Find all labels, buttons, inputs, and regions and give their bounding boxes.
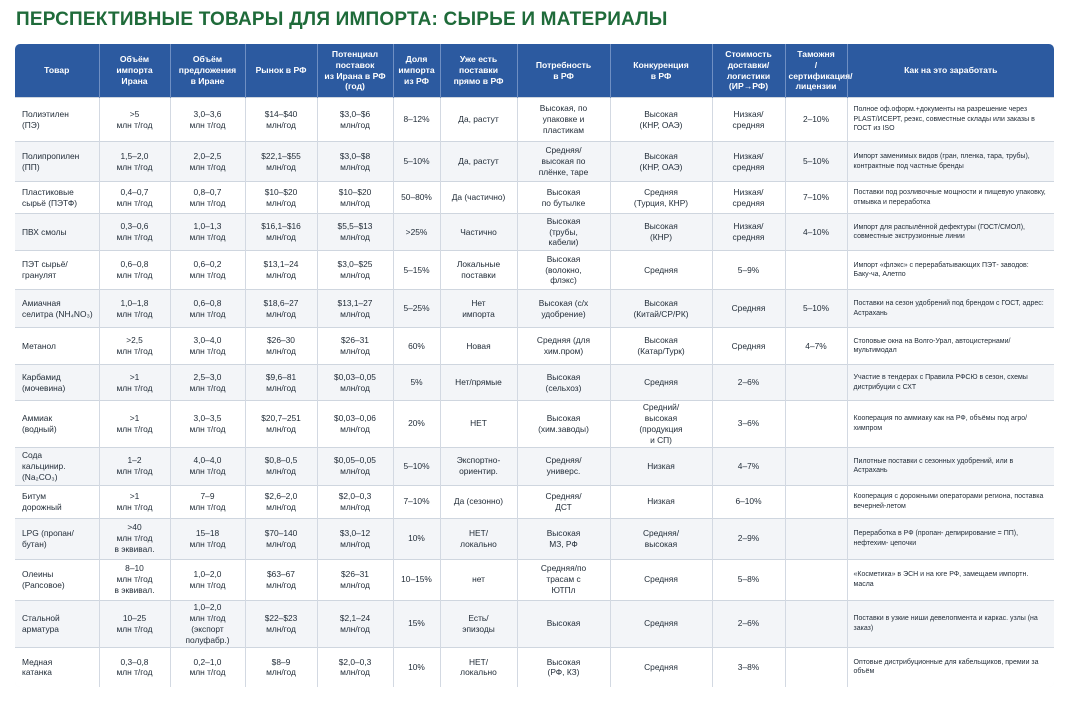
header-how-to-earn: Как на это заработать (847, 44, 1054, 98)
cell-supply-potential: $3,0–$6 млн/год (317, 98, 393, 142)
cell-iran-supply-volume: 15–18 млн т/год (170, 518, 245, 559)
cell-product: Полипропилен (ПП) (15, 142, 99, 182)
cell-how-to-earn: Импорт для распылённой дефектуры (ГОСТ/СМОЛ), совместные экструзионные линии (847, 214, 1054, 251)
cell-iran-import-volume: >40 млн т/год в эквивал. (99, 518, 170, 559)
table-row (15, 214, 1054, 251)
cell-supply-potential: $3,0–$25 млн/год (317, 251, 393, 290)
cell-logistics-cost: Низкая/ средняя (712, 214, 785, 251)
cell-iran-import-volume: 1,0–1,8 млн т/год (99, 290, 170, 328)
cell-rf-competition: Средняя (Турция, КНР) (610, 182, 712, 214)
cell-iran-supply-volume: 3,0–4,0 млн т/год (170, 328, 245, 365)
cell-import-share: 8–12% (393, 98, 440, 142)
cell-how-to-earn: Импорт «флэкс» с перерабатывающих ПЭТ- заводов: Баку-ча, Алетпо (847, 251, 1054, 290)
cell-import-share: 60% (393, 328, 440, 365)
cell-logistics-cost: Низкая/ средняя (712, 98, 785, 142)
cell-existing-supplies: Да, растут (440, 98, 517, 142)
cell-logistics-cost: Средняя (712, 328, 785, 365)
cell-customs-certification: 7–10% (785, 182, 847, 214)
header-supply-potential: Потенциал поставок из Ирана в РФ (год) (317, 44, 393, 98)
table-row (15, 447, 1054, 485)
cell-how-to-earn: Кооперация по аммиаку как на РФ, объёмы под агро/химпром (847, 401, 1054, 448)
cell-rf-competition: Низкая (610, 447, 712, 485)
cell-product: ПВХ смолы (15, 214, 99, 251)
cell-rf-market: $20,7–251 млн/год (245, 401, 317, 448)
cell-iran-supply-volume: 3,0–3,5 млн т/год (170, 401, 245, 448)
header-customs-certification: Таможня /сертификация/ лицензии (785, 44, 847, 98)
cell-logistics-cost: 5–9% (712, 251, 785, 290)
cell-rf-market: $63–67 млн/год (245, 559, 317, 600)
cell-iran-supply-volume: 7–9 млн т/год (170, 485, 245, 518)
cell-rf-competition: Средний/ высокая (продукция и СП) (610, 401, 712, 448)
header-rf-market: Рынок в РФ (245, 44, 317, 98)
cell-customs-certification (785, 447, 847, 485)
header-logistics-cost: Стоимость доставки/ логистики (ИР→РФ) (712, 44, 785, 98)
cell-existing-supplies: нет (440, 559, 517, 600)
import-goods-table-container (15, 44, 1054, 687)
import-goods-table (15, 44, 1054, 687)
cell-rf-demand: Высокая по бутылке (517, 182, 610, 214)
header-iran-import-volume: Объём импорта Ирана (99, 44, 170, 98)
table-row (15, 401, 1054, 448)
cell-rf-demand: Высокая, по упаковке и пластикам (517, 98, 610, 142)
cell-logistics-cost: 2–6% (712, 365, 785, 401)
cell-how-to-earn: Переработка в РФ (пропан- депирирование = ПП), нефтехим- цепочки (847, 518, 1054, 559)
cell-iran-import-volume: 8–10 млн т/год в эквивал. (99, 559, 170, 600)
cell-rf-market: $18,6–27 млн/год (245, 290, 317, 328)
cell-supply-potential: $13,1–27 млн/год (317, 290, 393, 328)
cell-rf-demand: Средняя/ ДСТ (517, 485, 610, 518)
cell-rf-competition: Высокая (КНР, ОАЭ) (610, 142, 712, 182)
cell-iran-import-volume: 1,5–2,0 млн т/год (99, 142, 170, 182)
cell-existing-supplies: НЕТ/ локально (440, 518, 517, 559)
cell-import-share: 5–10% (393, 447, 440, 485)
cell-product: Сода кальцинир. (Na₂CO₃) (15, 447, 99, 485)
cell-rf-market: $14–$40 млн/год (245, 98, 317, 142)
cell-product: Метанол (15, 328, 99, 365)
cell-supply-potential: $26–31 млн/год (317, 559, 393, 600)
cell-existing-supplies: НЕТ (440, 401, 517, 448)
cell-import-share: 10–15% (393, 559, 440, 600)
cell-rf-market: $0,8–0,5 млн/год (245, 447, 317, 485)
cell-logistics-cost: Низкая/ средняя (712, 182, 785, 214)
cell-rf-demand: Высокая (сельхоз) (517, 365, 610, 401)
cell-iran-import-volume: >1 млн т/год (99, 365, 170, 401)
cell-supply-potential: $2,0–0,3 млн/год (317, 647, 393, 687)
cell-rf-competition: Средняя (610, 600, 712, 647)
cell-import-share: 10% (393, 518, 440, 559)
cell-iran-supply-volume: 4,0–4,0 млн т/год (170, 447, 245, 485)
cell-iran-import-volume: >1 млн т/год (99, 401, 170, 448)
cell-rf-market: $22,1–$55 млн/год (245, 142, 317, 182)
cell-iran-supply-volume: 1,0–2,0 млн т/год (экспорт полуфабр.) (170, 600, 245, 647)
cell-supply-potential: $26–31 млн/год (317, 328, 393, 365)
cell-supply-potential: $0,03–0,05 млн/год (317, 365, 393, 401)
cell-rf-competition: Средняя (610, 251, 712, 290)
cell-supply-potential: $10–$20 млн/год (317, 182, 393, 214)
cell-iran-import-volume: 1–2 млн т/год (99, 447, 170, 485)
cell-rf-demand: Высокая (волокно, флэкс) (517, 251, 610, 290)
cell-existing-supplies: Экспортно- ориентир. (440, 447, 517, 485)
cell-existing-supplies: Локальные поставки (440, 251, 517, 290)
cell-customs-certification (785, 485, 847, 518)
cell-how-to-earn: Импорт заменимых видов (гран, пленка, тара, трубы), контрактные под частные бренды (847, 142, 1054, 182)
table-row (15, 182, 1054, 214)
cell-iran-supply-volume: 0,6–0,2 млн т/год (170, 251, 245, 290)
cell-existing-supplies: Есть/ эпизоды (440, 600, 517, 647)
cell-rf-competition: Средняя/ высокая (610, 518, 712, 559)
cell-how-to-earn: Стоповые окна на Волго-Урал, автоцистернами/мультимодал (847, 328, 1054, 365)
cell-iran-supply-volume: 2,0–2,5 млн т/год (170, 142, 245, 182)
cell-logistics-cost: 3–8% (712, 647, 785, 687)
table-row (15, 328, 1054, 365)
cell-iran-supply-volume: 3,0–3,6 млн т/год (170, 98, 245, 142)
cell-rf-market: $16,1–$16 млн/год (245, 214, 317, 251)
cell-rf-competition: Средняя (610, 647, 712, 687)
cell-rf-demand: Высокая (с/х удобрение) (517, 290, 610, 328)
cell-supply-potential: $2,1–24 млн/год (317, 600, 393, 647)
cell-logistics-cost: 2–6% (712, 600, 785, 647)
cell-supply-potential: $3,0–$8 млн/год (317, 142, 393, 182)
cell-product: Полиэтилен (ПЭ) (15, 98, 99, 142)
cell-customs-certification: 4–10% (785, 214, 847, 251)
cell-import-share: 15% (393, 600, 440, 647)
cell-customs-certification (785, 365, 847, 401)
cell-import-share: 5–25% (393, 290, 440, 328)
cell-how-to-earn: Оптовые дистрибуционные для кабельщиков, премии за объём (847, 647, 1054, 687)
table-row (15, 365, 1054, 401)
cell-product: Пластиковые сырьё (ПЭТФ) (15, 182, 99, 214)
cell-how-to-earn: «Косметика» в ЭСН и на юге РФ, замещаем импортн. масла (847, 559, 1054, 600)
header-existing-supplies: Уже есть поставки прямо в РФ (440, 44, 517, 98)
cell-customs-certification: 4–7% (785, 328, 847, 365)
cell-import-share: 5–10% (393, 142, 440, 182)
cell-existing-supplies: Нет/прямые (440, 365, 517, 401)
cell-rf-competition: Высокая (Китай/СР/РК) (610, 290, 712, 328)
cell-iran-supply-volume: 0,8–0,7 млн т/год (170, 182, 245, 214)
cell-rf-market: $26–30 млн/год (245, 328, 317, 365)
cell-customs-certification (785, 251, 847, 290)
cell-product: Аммиак (водный) (15, 401, 99, 448)
cell-iran-supply-volume: 1,0–2,0 млн т/год (170, 559, 245, 600)
cell-logistics-cost: 4–7% (712, 447, 785, 485)
cell-product: Стальной арматура (15, 600, 99, 647)
cell-rf-market: $9,6–81 млн/год (245, 365, 317, 401)
cell-rf-demand: Средняя/ высокая по плёнке, таре (517, 142, 610, 182)
table-row (15, 98, 1054, 142)
cell-import-share: 5–15% (393, 251, 440, 290)
cell-how-to-earn: Участие в тендерах с Правила РФСЮ в сезон, схемы дистрибуции с СХТ (847, 365, 1054, 401)
cell-logistics-cost: Низкая/ средняя (712, 142, 785, 182)
cell-iran-import-volume: 0,6–0,8 млн т/год (99, 251, 170, 290)
cell-iran-supply-volume: 0,6–0,8 млн т/год (170, 290, 245, 328)
cell-how-to-earn: Поставки под розливочные мощности и пищевую упаковку, отмывка и переработка (847, 182, 1054, 214)
cell-rf-market: $70–140 млн/год (245, 518, 317, 559)
cell-rf-demand: Высокая (517, 600, 610, 647)
cell-rf-demand: Средняя (для хим.пром) (517, 328, 610, 365)
cell-iran-import-volume: 0,3–0,6 млн т/год (99, 214, 170, 251)
cell-supply-potential: $0,05–0,05 млн/год (317, 447, 393, 485)
table-header-row (15, 44, 1054, 98)
cell-existing-supplies: Да, растут (440, 142, 517, 182)
cell-rf-demand: Высокая (РФ, КЗ) (517, 647, 610, 687)
table-row (15, 290, 1054, 328)
cell-customs-certification: 5–10% (785, 142, 847, 182)
cell-rf-demand: Средняя/по трасам с ЮТПл (517, 559, 610, 600)
header-rf-demand: Потребность в РФ (517, 44, 610, 98)
cell-how-to-earn: Полное оф.оформ.+документы на разрешение через PLAST/ИСЕРТ, реэкс, совместные склады или заказы в ГОСТ из ISO (847, 98, 1054, 142)
page-title: ПЕРСПЕКТИВНЫЕ ТОВАРЫ ДЛЯ ИМПОРТА: СЫРЬЕ И МАТЕРИАЛЫ (16, 9, 668, 30)
cell-logistics-cost: Средняя (712, 290, 785, 328)
cell-rf-demand: Средняя/ универс. (517, 447, 610, 485)
cell-iran-import-volume: 0,4–0,7 млн т/год (99, 182, 170, 214)
table-row (15, 251, 1054, 290)
cell-how-to-earn: Кооперация с дорожными операторами региона, поставка вечерней-летом (847, 485, 1054, 518)
cell-product: Амиачная селитра (NH₄NO₃) (15, 290, 99, 328)
cell-customs-certification: 2–10% (785, 98, 847, 142)
cell-product: ПЭТ сырьё/ гранулят (15, 251, 99, 290)
cell-rf-competition: Средняя (610, 559, 712, 600)
header-import-share: Доля импорта из РФ (393, 44, 440, 98)
cell-supply-potential: $0,03–0,06 млн/год (317, 401, 393, 448)
table-row (15, 142, 1054, 182)
cell-how-to-earn: Поставки в узкие ниши девелопмента и каркас. узлы (на заказ) (847, 600, 1054, 647)
cell-how-to-earn: Пилотные поставки с сезонных удобрений, или в Астрахань (847, 447, 1054, 485)
cell-iran-import-volume: >5 млн т/год (99, 98, 170, 142)
cell-rf-demand: Высокая (трубы, кабели) (517, 214, 610, 251)
cell-customs-certification (785, 518, 847, 559)
cell-iran-import-volume: 0,3–0,8 млн т/год (99, 647, 170, 687)
cell-iran-import-volume: >2,5 млн т/год (99, 328, 170, 365)
cell-customs-certification (785, 401, 847, 448)
cell-rf-market: $10–$20 млн/год (245, 182, 317, 214)
cell-rf-demand: Высокая (хим.заводы) (517, 401, 610, 448)
cell-logistics-cost: 3–6% (712, 401, 785, 448)
cell-logistics-cost: 5–8% (712, 559, 785, 600)
cell-rf-competition: Высокая (КНР) (610, 214, 712, 251)
cell-iran-supply-volume: 2,5–3,0 млн т/год (170, 365, 245, 401)
cell-customs-certification (785, 559, 847, 600)
cell-import-share: >25% (393, 214, 440, 251)
cell-existing-supplies: Нет импорта (440, 290, 517, 328)
cell-iran-import-volume: 10–25 млн т/год (99, 600, 170, 647)
table-row (15, 647, 1054, 687)
cell-supply-potential: $2,0–0,3 млн/год (317, 485, 393, 518)
table-row (15, 600, 1054, 647)
cell-import-share: 10% (393, 647, 440, 687)
table-row (15, 485, 1054, 518)
cell-customs-certification (785, 600, 847, 647)
cell-iran-supply-volume: 0,2–1,0 млн т/год (170, 647, 245, 687)
cell-rf-market: $8–9 млн/год (245, 647, 317, 687)
cell-supply-potential: $5,5–$13 млн/год (317, 214, 393, 251)
cell-rf-market: $13,1–24 млн/год (245, 251, 317, 290)
cell-supply-potential: $3,0–12 млн/год (317, 518, 393, 559)
cell-logistics-cost: 2–9% (712, 518, 785, 559)
header-iran-supply-volume: Объём предложения в Иране (170, 44, 245, 98)
header-product: Товар (15, 44, 99, 98)
cell-existing-supplies: Да (сезонно) (440, 485, 517, 518)
cell-iran-supply-volume: 1,0–1,3 млн т/год (170, 214, 245, 251)
cell-existing-supplies: НЕТ/ локально (440, 647, 517, 687)
cell-product: Битум дорожный (15, 485, 99, 518)
table-row (15, 559, 1054, 600)
cell-rf-competition: Высокая (Катар/Турк) (610, 328, 712, 365)
cell-product: LPG (пропан/ бутан) (15, 518, 99, 559)
cell-existing-supplies: Да (частично) (440, 182, 517, 214)
cell-product: Олеины (Рапсовое) (15, 559, 99, 600)
cell-existing-supplies: Новая (440, 328, 517, 365)
cell-product: Карбамид (мочевина) (15, 365, 99, 401)
cell-rf-competition: Высокая (КНР, ОАЭ) (610, 98, 712, 142)
header-rf-competition: Конкуренция в РФ (610, 44, 712, 98)
cell-import-share: 5% (393, 365, 440, 401)
cell-rf-demand: Высокая МЗ, РФ (517, 518, 610, 559)
cell-rf-market: $22–$23 млн/год (245, 600, 317, 647)
cell-how-to-earn: Поставки на сезон удобрений под брендом с ГОСТ, адрес: Астрахань (847, 290, 1054, 328)
cell-existing-supplies: Частично (440, 214, 517, 251)
cell-customs-certification: 5–10% (785, 290, 847, 328)
cell-import-share: 7–10% (393, 485, 440, 518)
cell-logistics-cost: 6–10% (712, 485, 785, 518)
cell-rf-competition: Средняя (610, 365, 712, 401)
cell-rf-competition: Низкая (610, 485, 712, 518)
cell-iran-import-volume: >1 млн т/год (99, 485, 170, 518)
cell-rf-market: $2,6–2,0 млн/год (245, 485, 317, 518)
cell-product: Медная катанка (15, 647, 99, 687)
cell-import-share: 50–80% (393, 182, 440, 214)
cell-customs-certification (785, 647, 847, 687)
table-row (15, 518, 1054, 559)
cell-import-share: 20% (393, 401, 440, 448)
